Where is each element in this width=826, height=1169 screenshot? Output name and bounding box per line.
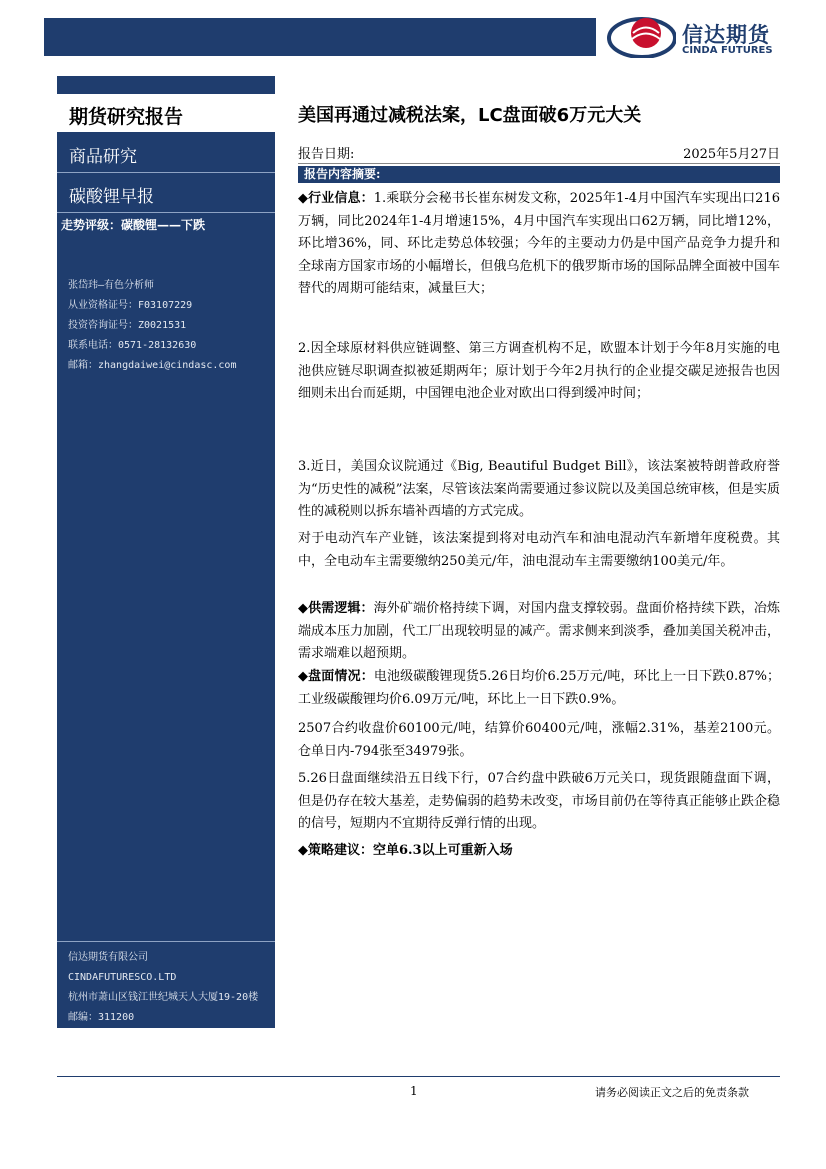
- sidebar-divider: [57, 212, 275, 213]
- paragraph-trend: [298, 768, 780, 836]
- paragraph-supply-demand: [298, 598, 780, 666]
- report-title: 美国再通过减税法案，LC盘面破6万元大关: [298, 105, 642, 126]
- sidebar-divider: [57, 172, 275, 173]
- sidebar-divider: [57, 941, 275, 942]
- footer-divider: [57, 1076, 780, 1077]
- analyst-line: 联系电话：0571-28132630: [68, 340, 197, 351]
- paragraph-text: 5.26日盘面继续沿五日线下行，07合约盘中跌破6万元关口，现货跟随盘面下调，但是仍存在较大基差，走势偏弱的趋势未改变，市场目前仍在等待真正能够止跌企稳的信号，短期内不宜期待反弹行情的出现。: [298, 771, 780, 831]
- logo-chinese-name: 信达期货: [682, 23, 770, 47]
- paragraph-strategy: [298, 840, 780, 863]
- company-line: 邮编：311200: [68, 1012, 135, 1023]
- report-name: 碳酸锂早报: [69, 187, 154, 207]
- cinda-logo-icon: [606, 14, 676, 58]
- analyst-info: [68, 276, 236, 376]
- report-type: 期货研究报告: [69, 106, 184, 128]
- section-lead: ◆行业信息：: [298, 191, 374, 206]
- cinda-logo: [606, 14, 796, 60]
- date-value: 2025年5月27日: [683, 147, 780, 162]
- logo-english-name: CINDA FUTURES: [682, 45, 773, 56]
- paragraph-text: 电池级碳酸锂现货5.26日均价6.25万元/吨，环比上一日下跌0.87%；工业级碳酸锂均价6.09万元/吨，环比上一日下跌0.9%。: [298, 669, 780, 707]
- date-label: 报告日期:: [298, 147, 355, 162]
- paragraph-text: 2507合约收盘价60100元/吨，结算价60400元/吨，涨幅2.31%，基差2100元。仓单日内-794张至34979张。: [298, 721, 780, 759]
- company-info: [68, 948, 258, 1028]
- analyst-line: 从业资格证号：F03107229: [68, 300, 193, 311]
- company-line: CINDAFUTURESCO.LTD: [68, 972, 177, 983]
- rating: 走势评级：碳酸锂——下跌: [61, 218, 206, 232]
- paragraph-eu-supply-chain: [298, 338, 780, 406]
- paragraph-us-bill: [298, 456, 780, 524]
- section-lead: ◆盘面情况：: [298, 669, 374, 684]
- company-line: 信达期货有限公司: [68, 952, 148, 963]
- date-row: [298, 143, 780, 164]
- paragraph-text: 3.近日，美国众议院通过《Big, Beautiful Budget Bill》，该法案被特朗普政府誉为“历史性的减税”法案，尽管该法案尚需要通过参议院以及美国总统审核，但是实质性的减税则以拆东墙补西墙的方式完成。: [298, 459, 780, 519]
- analyst-line: 张岱玮—有色分析师: [68, 280, 155, 291]
- section-lead: ◆策略建议：空单6.3以上可重新入场: [298, 843, 513, 858]
- sidebar: [57, 76, 275, 1028]
- analyst-email: 邮箱：zhangdaiwei@cindasc.com: [68, 360, 237, 371]
- header-bar: [44, 18, 596, 56]
- paragraph-text: 海外矿端价格持续下调，对国内盘支撑较弱。盘面价格持续下跌，冶炼端成本压力加剧，代工厂出现较明显的减产。需求侧来到淡季，叠加美国关税冲击，需求端难以超预期。: [298, 601, 780, 661]
- paragraph-industry-info: [298, 188, 780, 301]
- paragraph-text: 2.因全球原材料供应链调整、第三方调查机构不足，欧盟本计划于今年8月实施的电池供应链尽职调查拟被延期两年；原计划于今年2月执行的企业提交碳足迹报告也因细则未出台而延期，中国锂电池企业对欧出口得到缓冲时间；: [298, 341, 780, 401]
- paragraph-market: [298, 666, 780, 711]
- category-label: 商品研究: [69, 147, 137, 167]
- abstract-header: 报告内容摘要:: [298, 166, 780, 183]
- paragraph-text: 对于电动汽车产业链，该法案提到将对电动汽车和油电混动汽车新增年度税费。其中，全电动车主需要缴纳250美元/年，油电混动车主需要缴纳100美元/年。: [298, 531, 780, 569]
- paragraph-contract: [298, 718, 780, 763]
- analyst-line: 投资咨询证号：Z0021531: [68, 320, 187, 331]
- company-line: 杭州市萧山区钱江世纪城天人大厦19-20楼: [68, 992, 259, 1003]
- disclaimer-note: 请务必阅读正文之后的免责条款: [595, 1086, 749, 1099]
- page-number: 1: [410, 1084, 418, 1098]
- paragraph-text: 1.乘联分会秘书长崔东树发文称，2025年1-4月中国汽车实现出口216万辆，同比2024年1-4月增速15%，4月中国汽车实现出口62万辆，同比增12%，环比增36%，同、环比走势总体较强；今年的主要动力仍是中国产品竞争力提升和全球南方国家市场的小幅增长，但俄乌危机下的俄罗斯市场的国际品牌全面被中国车替代的周期可能结束，减量巨大；: [298, 191, 780, 296]
- paragraph-ev-tax: [298, 528, 780, 573]
- section-lead: ◆供需逻辑：: [298, 601, 374, 616]
